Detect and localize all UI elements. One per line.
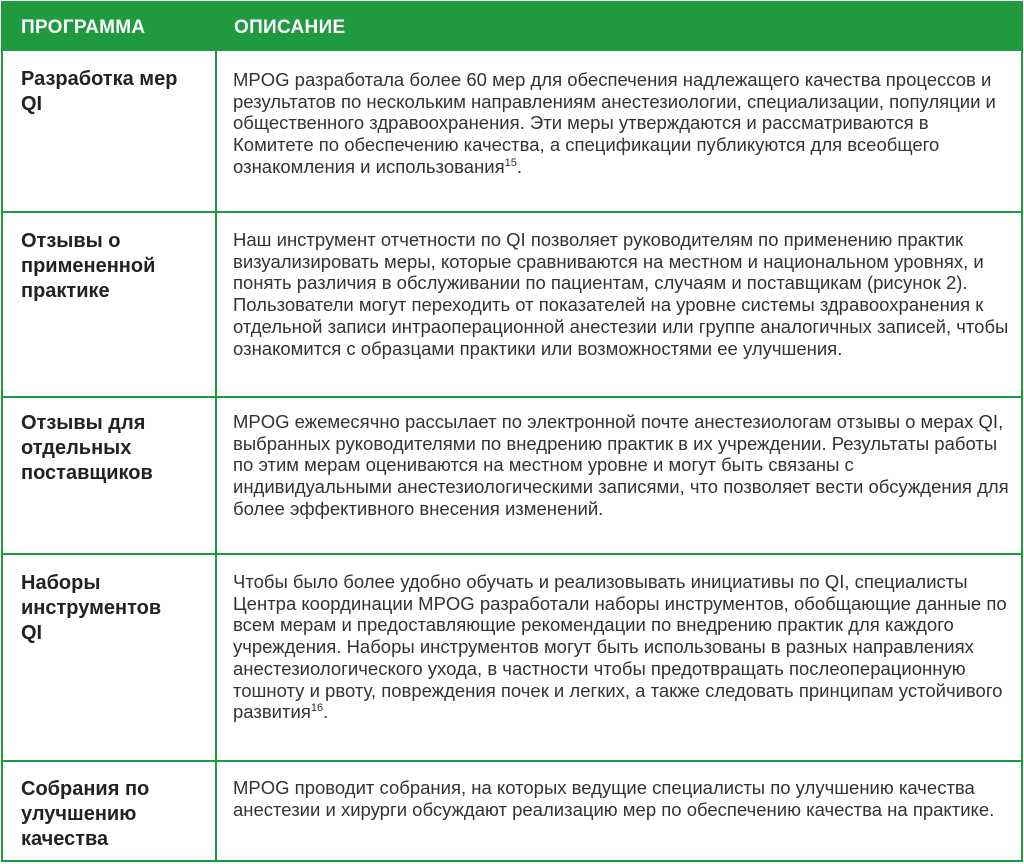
- row-2-description: Наш инструмент отчетности по QI позволяет руководителям по применению практик визуализировать меры, которые сравниваются на местном и национальном уровнях, и понять различия в обслуживании по пациентам, случаям и поставщикам (рисунок 2). Пользователи могут переходить от показателей на уровне системы здравоохранения к отдельной записи интраоперационной анестезии или группе аналогичных записей, чтобы ознакомится с образцами практики или возможностями ее улучшения.: [233, 229, 1009, 359]
- row-4-description: Чтобы было более удобно обучать и реализовывать инициативы по QI, специалисты Центра координации MPOG разработали наборы инструментов, обобщающие данные по всем мерам и предоставляющие рекомендации по внедрению практик для каждого учреждения. Наборы инструментов могут быть использованы в разных направлениях анестезиологического ухода, в частности чтобы предотвращать послеоперационную тошноту и рвоту, повреждения почек и легких, а также следовать принципам устойчивого развития$^{16}$.: [233, 571, 1007, 723]
- row-divider: [3, 211, 1021, 213]
- row-divider: [3, 553, 1021, 555]
- row-5-description: MPOG проводит собрания, на которых ведущие специалисты по улучшению качества анестезии и хирурги обсуждают реализацию мер по обеспечению качества на практике.: [233, 777, 995, 820]
- table-header: [3, 3, 1021, 51]
- row-divider: [3, 760, 1021, 762]
- row-divider: [3, 396, 1021, 398]
- row-3-description: MPOG ежемесячно рассылает по электронной почте анестезиологам отзывы о мерах QI, выбранных руководителями по внедрению практик в их учреждении. Результаты работы по этим мерам оцениваются на местном уровне и могут быть связаны с индивидуальными анестезиологическими записями, что позволяет вести обсуждения для более эффективного внесения изменений.: [233, 411, 1009, 519]
- row-5-program: Собрания по улучшению качества: [21, 778, 150, 850]
- row-3-program: Отзывы для отдельных поставщиков: [21, 412, 153, 484]
- row-2-program: Отзывы о примененной практике: [21, 230, 156, 302]
- programs-table: [1, 1, 1023, 862]
- row-4-program: Наборы инструментов QI: [21, 572, 162, 644]
- column-divider: [215, 51, 217, 860]
- header-description: ОПИСАНИЕ: [234, 17, 346, 38]
- row-1-description: MPOG разработала более 60 мер для обеспечения надлежащего качества процессов и результатов по нескольким направлениям анестезиологии, специализации, популяции и общественного здравоохранения. Эти меры утверждаются и рассматриваются в Комитете по обеспечению качества, а спецификации публикуются для всеобщего ознакомления и использования$^{15}$.: [233, 69, 996, 177]
- header-program: ПРОГРАММА: [21, 17, 146, 38]
- row-1-program: Разработка мер QI: [21, 68, 178, 115]
